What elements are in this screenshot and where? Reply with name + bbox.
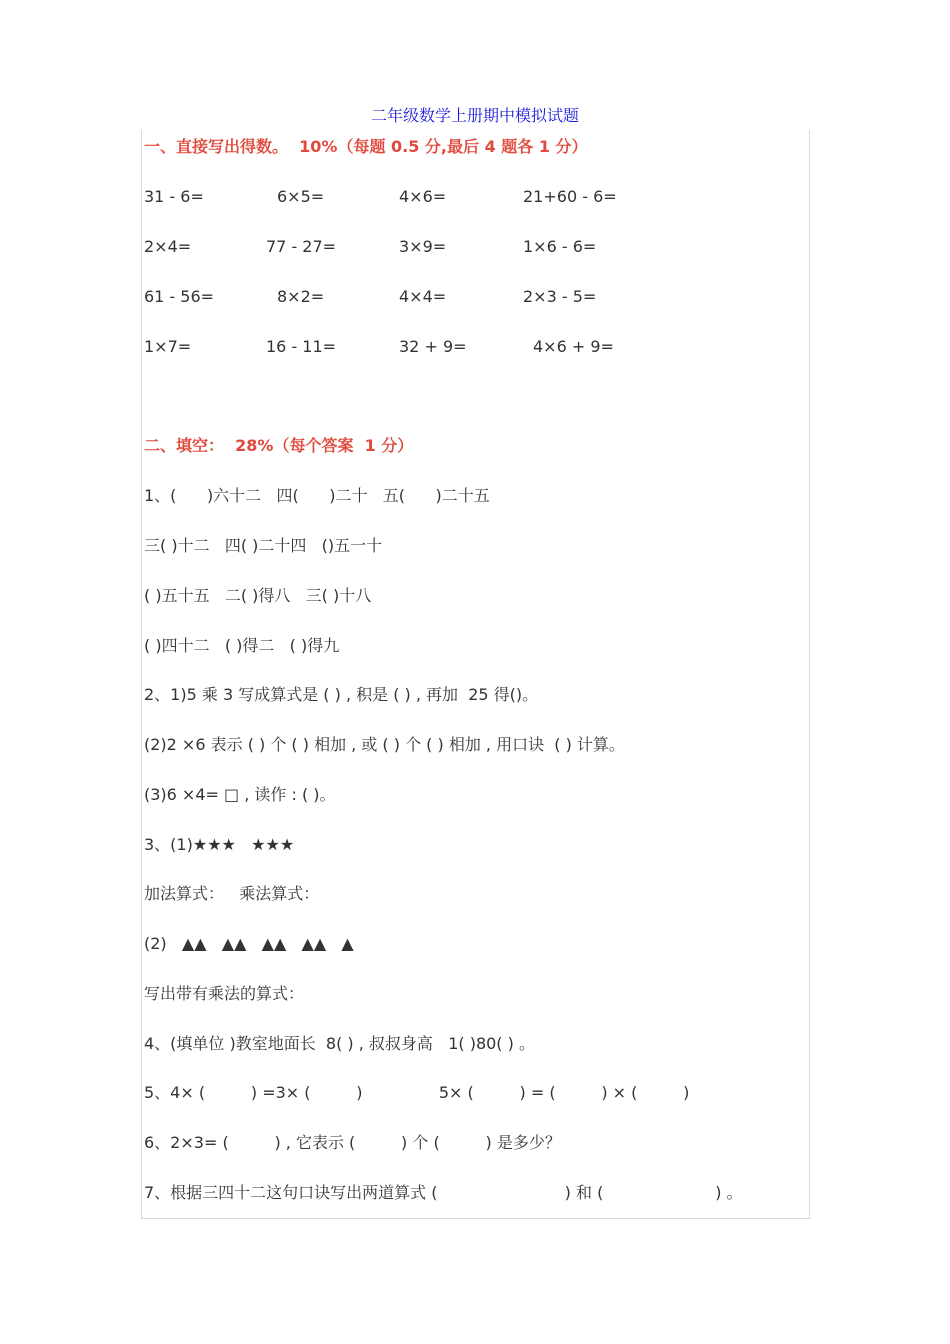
question-line: 2、1)5 乘 3 写成算式是 ( ) , 积是 ( ) , 再加 25 得()。 — [144, 685, 539, 704]
question-line: 写出带有乘法的算式： — [144, 984, 305, 1003]
problem-cell: 77 - 27= — [266, 237, 337, 256]
problem-cell: 1×6 - 6= — [523, 237, 597, 256]
problem-cell: 61 - 56= — [144, 287, 215, 306]
question-line: (3)6 ×4= □ , 读作 : ( )。 — [144, 785, 336, 804]
problem-cell: 4×6 + 9= — [533, 337, 614, 356]
problem-cell: 2×4= — [144, 237, 192, 256]
question-line: 加法算式： 乘法算式： — [144, 884, 320, 903]
problem-cell: 1×7= — [144, 337, 192, 356]
problem-cell: 2×3 - 5= — [523, 287, 597, 306]
problem-cell: 8×2= — [277, 287, 325, 306]
question-line: (2) ▲▲ ▲▲ ▲▲ ▲▲ ▲ — [144, 934, 354, 953]
problem-cell: 6×5= — [277, 187, 325, 206]
problem-cell: 16 - 11= — [266, 337, 337, 356]
problem-cell: 32 + 9= — [399, 337, 467, 356]
page-title: 二年级数学上册期中模拟试题 — [370, 106, 579, 125]
problem-cell: 21+60 - 6= — [523, 187, 617, 206]
problem-cell: 31 - 6= — [144, 187, 204, 206]
question-line: 1、( )六十二 四( )二十 五( )二十五 — [144, 486, 490, 505]
content-frame — [141, 130, 810, 1219]
question-line: ( )四十二 ( )得二 ( )得九 — [144, 636, 340, 655]
section2-heading: 二、填空： 28%（每个答案 1 分） — [144, 436, 414, 455]
question-line: 4、(填单位 )教室地面长 8( ) , 叔叔身高 1( )80( ) 。 — [144, 1034, 535, 1053]
section1-heading: 一、直接写出得数。 10%（每题 0.5 分,最后 4 题各 1 分） — [144, 137, 588, 156]
problem-cell: 4×6= — [399, 187, 447, 206]
question-line: 三( )十二 四( )二十四 ()五一十 — [144, 536, 383, 555]
question-line: 3、(1)★★★ ★★★ — [144, 835, 295, 854]
question-line: (2)2 ×6 表示 ( ) 个 ( ) 相加 , 或 ( ) 个 ( ) 相加 , 用口诀 ( ) 计算。 — [144, 735, 625, 754]
question-line: 5、4× ( ) =3× ( ) 5× ( ) = ( ) × ( ) — [144, 1083, 690, 1102]
question-line: 7、根据三四十二这句口诀写出两道算式 ( ) 和 ( ) 。 — [144, 1183, 743, 1202]
problem-cell: 3×9= — [399, 237, 447, 256]
question-line: ( )五十五 二( )得八 三( )十八 — [144, 586, 372, 605]
question-line: 6、2×3= ( ) , 它表示 ( ) 个 ( ) 是多少？ — [144, 1133, 561, 1152]
problem-cell: 4×4= — [399, 287, 447, 306]
